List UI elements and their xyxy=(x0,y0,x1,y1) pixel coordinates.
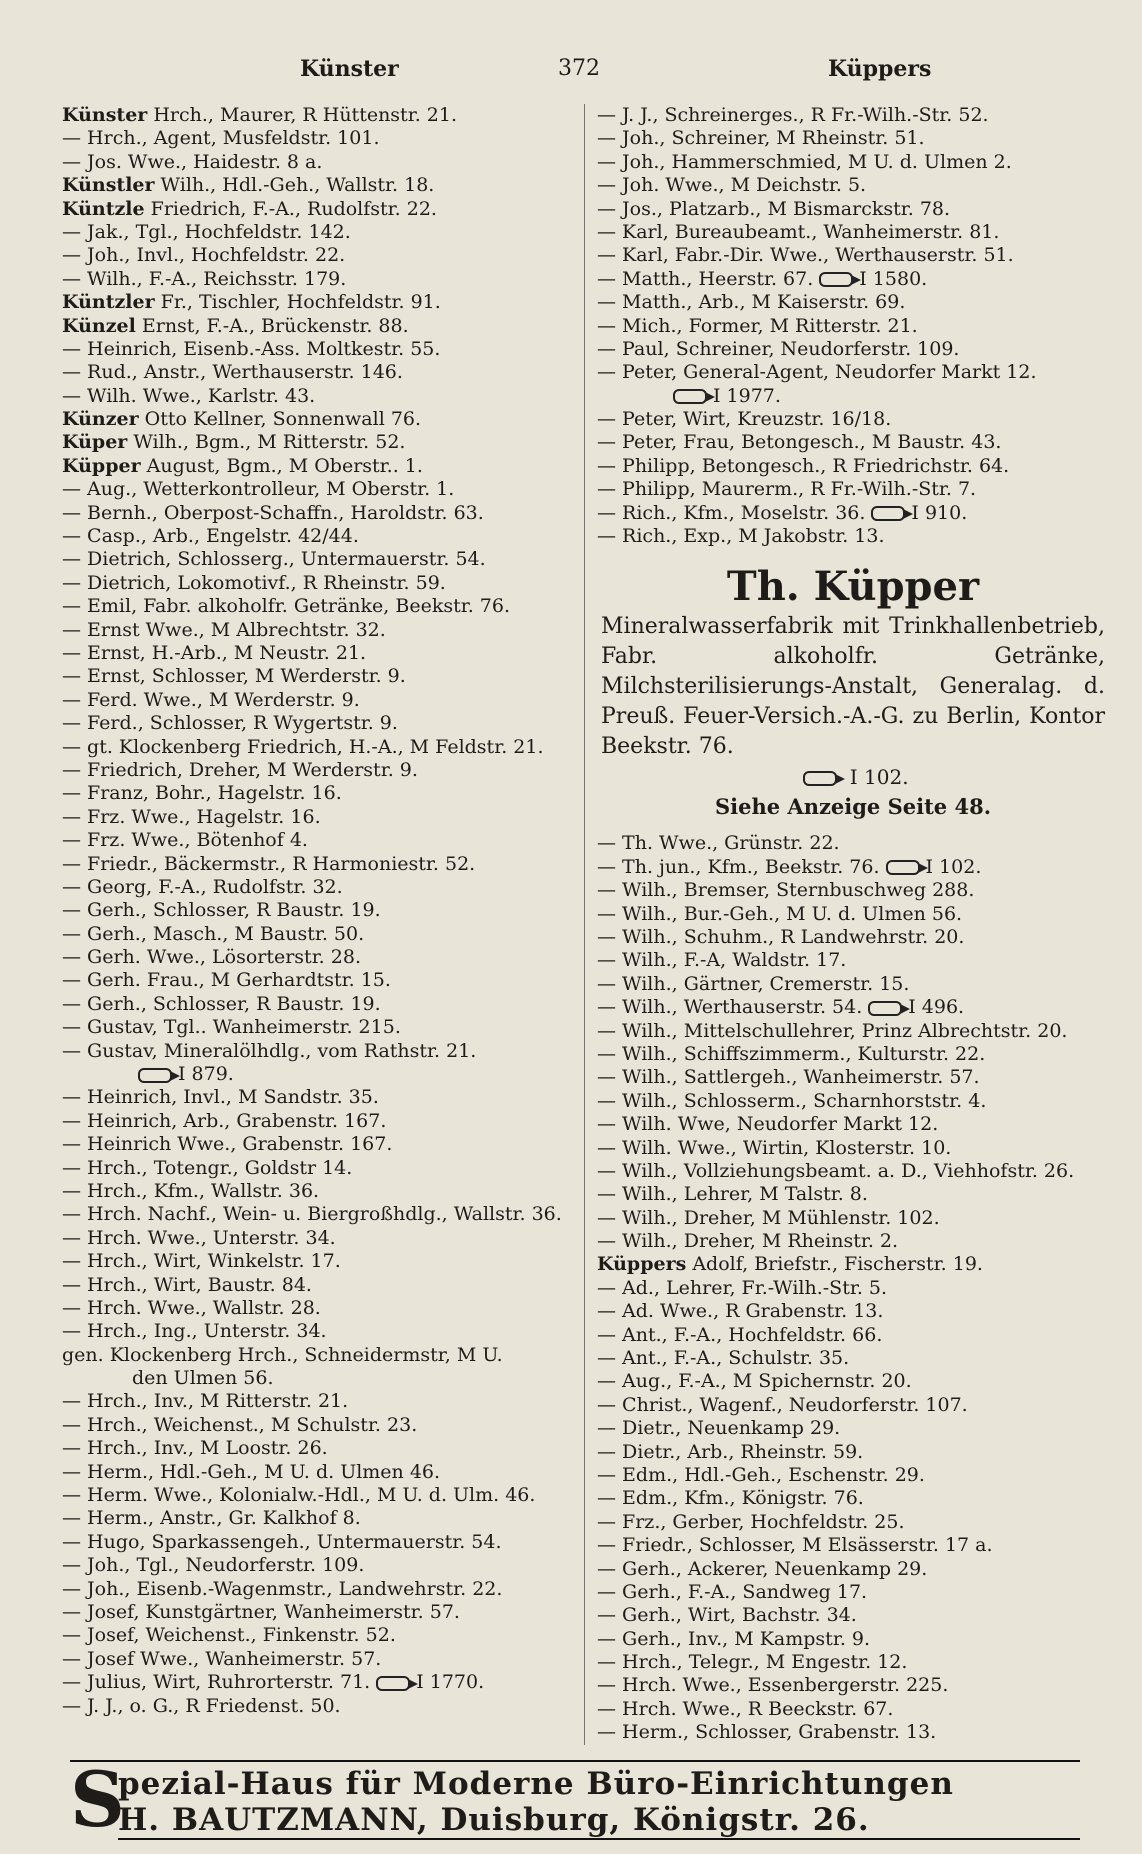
entry-text: — Gerh., F.-A., Sandweg 17. xyxy=(597,1580,868,1603)
directory-entry xyxy=(62,127,572,150)
directory-entry xyxy=(62,502,572,525)
directory-entry xyxy=(62,151,572,174)
entry-surname: Küppers xyxy=(597,1253,687,1276)
directory-entry xyxy=(62,1040,572,1063)
directory-entry xyxy=(597,996,1109,1019)
directory-entry xyxy=(62,1320,572,1343)
entry-text: den Ulmen 56. xyxy=(132,1367,274,1390)
entry-text: — Georg, F.-A., Rudolfstr. 32. xyxy=(62,875,343,898)
entry-text: — Aug., F.-A., M Spichernstr. 20. xyxy=(597,1370,912,1393)
directory-entry xyxy=(597,502,1109,525)
directory-entry xyxy=(62,619,572,642)
directory-entry xyxy=(62,806,572,829)
entry-text: — Hrch. Wwe., R Beeckstr. 67. xyxy=(597,1697,894,1720)
entry-text: — Ernst, Schlosser, M Werderstr. 9. xyxy=(62,665,406,688)
entry-text: — Rich., Exp., M Jakobstr. 13. xyxy=(597,525,885,548)
telephone-icon xyxy=(673,389,707,404)
entry-text: — Dietrich, Schlosserg., Untermauerstr. 54. xyxy=(62,548,486,571)
entry-text: — Wilh., F.-A., Reichsstr. 179. xyxy=(62,267,347,290)
entry-text: — Th. jun., Kfm., Beekstr. 76. xyxy=(597,855,880,878)
entry-text: — Franz, Bohr., Hagelstr. 16. xyxy=(62,782,342,805)
entry-text: — Joh. Wwe., M Deichstr. 5. xyxy=(597,174,867,197)
entry-text: Adolf, Briefstr., Fischerstr. 19. xyxy=(686,1253,983,1276)
directory-entry xyxy=(62,1063,572,1086)
entry-text: — Ferd., Schlosser, R Wygertstr. 9. xyxy=(62,712,398,735)
directory-entry xyxy=(597,1066,1109,1089)
ad-phone xyxy=(597,762,1109,792)
directory-entry xyxy=(62,1484,572,1507)
entry-text: — Matth., Arb., M Kaiserstr. 69. xyxy=(597,291,906,314)
directory-entry xyxy=(597,151,1109,174)
entry-phone-number: I 496. xyxy=(908,996,965,1019)
entry-text: — Wilh., Vollziehungsbeamt. a. D., Viehhofstr. 26. xyxy=(597,1159,1075,1182)
entry-surname: Künzer xyxy=(62,408,139,431)
directory-entry xyxy=(597,1370,1109,1393)
directory-entry xyxy=(62,1274,572,1297)
entry-text: Wilh., Bgm., M Ritterstr. 52. xyxy=(127,431,406,454)
entry-text: — Hrch., Totengr., Goldstr 14. xyxy=(62,1156,353,1179)
entry-text: — Wilh., Bremser, Sternbuschweg 288. xyxy=(597,879,975,902)
header-right-keyword: Küppers xyxy=(828,56,932,82)
directory-entry xyxy=(597,1394,1109,1417)
entry-text: — Heinrich Wwe., Grabenstr. 167. xyxy=(62,1133,393,1156)
entry-surname: Künstler xyxy=(62,174,155,197)
entry-text: — Joh., Tgl., Neudorferstr. 109. xyxy=(62,1554,365,1577)
entry-surname: Künster xyxy=(62,104,148,126)
directory-entry xyxy=(597,221,1109,244)
directory-entry xyxy=(597,525,1109,548)
entry-text: — gt. Klockenberg Friedrich, H.-A., M Feldstr. 21. xyxy=(62,735,544,758)
directory-entry xyxy=(597,1207,1109,1230)
entry-text: Fr., Tischler, Hochfeldstr. 91. xyxy=(154,291,441,314)
entry-text: Hrch., Maurer, R Hüttenstr. 21. xyxy=(147,104,457,126)
entry-text: — Josef Wwe., Wanheimerstr. 57. xyxy=(62,1647,382,1670)
footer-initial-capital: S xyxy=(70,1755,125,1844)
directory-entry xyxy=(62,876,572,899)
directory-entry xyxy=(62,572,572,595)
entry-text: — Philipp, Betongesch., R Friedrichstr. 64. xyxy=(597,454,1010,477)
entry-text: — Herm., Schlosser, Grabenstr. 13. xyxy=(597,1721,937,1744)
directory-entry xyxy=(62,361,572,384)
directory-entry xyxy=(62,946,572,969)
directory-entry xyxy=(597,338,1109,361)
entry-text: — Heinrich, Eisenb.-Ass. Moltkestr. 55. xyxy=(62,337,441,360)
directory-entry xyxy=(62,478,572,501)
telephone-icon xyxy=(376,1676,410,1691)
header-left-keyword: Künster xyxy=(300,56,399,82)
entry-text: — Paul, Schreiner, Neudorferstr. 109. xyxy=(597,337,960,360)
directory-entry xyxy=(62,829,572,852)
entry-text: — Wilh., Lehrer, M Talstr. 8. xyxy=(597,1183,868,1206)
directory-entry xyxy=(62,291,572,314)
directory-entry xyxy=(62,1086,572,1109)
advertisement-th-kuepper xyxy=(597,562,1109,822)
directory-entry xyxy=(62,1344,572,1367)
directory-entry xyxy=(62,338,572,361)
directory-entry xyxy=(62,1437,572,1460)
directory-entry xyxy=(597,926,1109,949)
directory-entry xyxy=(597,949,1109,972)
directory-entry xyxy=(62,782,572,805)
entry-text: Ernst, F.-A., Brückenstr. 88. xyxy=(135,314,409,337)
entry-surname: Küpper xyxy=(62,454,141,477)
entry-text: — Emil, Fabr. alkoholfr. Getränke, Beekstr. 76. xyxy=(62,595,511,618)
directory-entry xyxy=(62,1157,572,1180)
entry-text: — Hugo, Sparkassengeh., Untermauerstr. 54. xyxy=(62,1530,502,1553)
directory-entry xyxy=(62,1554,572,1577)
entry-text: — Frz. Wwe., Hagelstr. 16. xyxy=(62,805,321,828)
ad-reference: Siehe Anzeige Seite 48. xyxy=(714,794,992,820)
directory-entry xyxy=(597,879,1109,902)
right-column-bottom-entries xyxy=(597,832,1109,1744)
directory-entry xyxy=(597,1277,1109,1300)
entry-text: — Ernst Wwe., M Albrechtstr. 32. xyxy=(62,618,386,641)
directory-entry xyxy=(62,642,572,665)
entry-text: — Karl, Bureaubeamt., Wanheimerstr. 81. xyxy=(597,220,1000,243)
entry-text: — J. J., o. G., R Friedenst. 50. xyxy=(62,1694,341,1717)
ad-phone-number: I 102. xyxy=(849,765,909,790)
entry-text: — Karl, Fabr.-Dir. Wwe., Werthauserstr. 51. xyxy=(597,244,1014,267)
directory-entry xyxy=(597,1628,1109,1651)
entry-text: — Joh., Schreiner, M Rheinstr. 51. xyxy=(597,127,925,150)
entry-phone-number: I 1580. xyxy=(859,267,928,290)
entry-text: — Wilh. Wwe, Neudorfer Markt 12. xyxy=(597,1113,939,1136)
entry-text: — Hrch., Wirt, Winkelstr. 17. xyxy=(62,1250,341,1273)
entry-text: — Peter, Wirt, Kreuzstr. 16/18. xyxy=(597,408,892,431)
right-column-top-entries xyxy=(597,104,1109,548)
directory-entry xyxy=(597,361,1109,384)
entry-text: — Wilh., Mittelschullehrer, Prinz Albrechtstr. 20. xyxy=(597,1019,1068,1042)
telephone-icon xyxy=(819,272,853,287)
directory-entry xyxy=(62,268,572,291)
entry-text: — Philipp, Maurerm., R Fr.-Wilh.-Str. 7. xyxy=(597,478,977,501)
entry-text: — Aug., Wetterkontrolleur, M Oberstr. 1. xyxy=(62,478,455,501)
directory-entry xyxy=(597,1417,1109,1440)
entry-text: — Hrch., Inv., M Loostr. 26. xyxy=(62,1437,328,1460)
directory-entry xyxy=(62,1461,572,1484)
directory-entry xyxy=(62,1507,572,1530)
entry-text: Otto Kellner, Sonnenwall 76. xyxy=(138,408,422,431)
directory-entry xyxy=(597,174,1109,197)
directory-entry xyxy=(62,1578,572,1601)
directory-entry xyxy=(597,1113,1109,1136)
entry-surname: Künzel xyxy=(62,314,136,337)
directory-entry xyxy=(597,1300,1109,1323)
directory-entry xyxy=(62,1297,572,1320)
directory-entry xyxy=(62,408,572,431)
directory-entry xyxy=(597,478,1109,501)
directory-entry xyxy=(62,969,572,992)
directory-entry xyxy=(62,198,572,221)
entry-text: — Ant., F.-A., Schulstr. 35. xyxy=(597,1347,850,1370)
directory-entry xyxy=(62,595,572,618)
entry-text: — Frz., Gerber, Hochfeldstr. 25. xyxy=(597,1510,905,1533)
directory-entry xyxy=(597,1137,1109,1160)
entry-text: — Gerh. Frau., M Gerhardtstr. 15. xyxy=(62,969,391,992)
directory-entry xyxy=(62,1648,572,1671)
entry-phone-number: I 102. xyxy=(925,855,982,878)
entry-text: Wilh., Hdl.-Geh., Wallstr. 18. xyxy=(154,174,435,197)
entry-surname: Küntzler xyxy=(62,291,155,314)
directory-entry xyxy=(62,665,572,688)
directory-entry xyxy=(597,1487,1109,1510)
footer-advertisement xyxy=(70,1755,1080,1844)
entry-text: — Gerh., Wirt, Bachstr. 34. xyxy=(597,1604,857,1627)
entry-text: — Dietrich, Lokomotivf., R Rheinstr. 59. xyxy=(62,571,446,594)
entry-text: — Friedr., Bäckermstr., R Harmoniestr. 52. xyxy=(62,852,476,875)
directory-entry xyxy=(597,198,1109,221)
directory-entry xyxy=(62,1390,572,1413)
ad-body: Mineralwasserfabrik mit Trinkhallenbetrieb, Fabr. alkoholfr. Getränke, Milchsterilisierungs-Anstalt, Generalag. d. Preuß. Feuer-Versich.-A.-G. zu Berlin, Kontor Beekstr. 76. xyxy=(601,614,1105,760)
entry-text: — Gerh., Schlosser, R Baustr. 19. xyxy=(62,992,381,1015)
directory-entry xyxy=(62,1367,572,1390)
entry-text: — Hrch., Agent, Musfeldstr. 101. xyxy=(62,127,380,150)
entry-text: — Wilh., Gärtner, Cremerstr. 15. xyxy=(597,972,910,995)
directory-entry xyxy=(62,1180,572,1203)
entry-text: — Heinrich, Invl., M Sandstr. 35. xyxy=(62,1086,379,1109)
entry-text: gen. Klockenberg Hrch., Schneidermstr, M U. xyxy=(62,1343,503,1366)
entry-text: — Wilh., Bur.-Geh., M U. d. Ulmen 56. xyxy=(597,902,963,925)
directory-entry xyxy=(62,1531,572,1554)
entry-text: — Gerh., Inv., M Kampstr. 9. xyxy=(597,1627,871,1650)
directory-entry xyxy=(597,856,1109,879)
entry-text: — Gerh. Wwe., Lösorterstr. 28. xyxy=(62,946,361,969)
directory-entry xyxy=(62,1624,572,1647)
entry-text: — Friedr., Schlosser, M Elsässerstr. 17 a. xyxy=(597,1534,993,1557)
entry-text: — Hrch., Telegr., M Engestr. 12. xyxy=(597,1651,908,1674)
telephone-icon xyxy=(886,860,920,875)
entry-text: — Wilh., F.-A, Waldstr. 17. xyxy=(597,949,847,972)
entry-text: — Rud., Anstr., Werthauserstr. 146. xyxy=(62,361,403,384)
footer-line-1: pezial-Haus für Moderne Büro-Einrichtungen xyxy=(118,1766,954,1802)
entry-text: — Wilh. Wwe., Karlstr. 43. xyxy=(62,384,316,407)
entry-text: Friedrich, F.-A., Rudolfstr. 22. xyxy=(144,197,437,220)
directory-entry xyxy=(597,1464,1109,1487)
entry-text: — Gerh., Ackerer, Neuenkamp 29. xyxy=(597,1557,928,1580)
directory-entry xyxy=(62,455,572,478)
entry-text: — Heinrich, Arb., Grabenstr. 167. xyxy=(62,1109,387,1132)
entry-text: — Dietr., Neuenkamp 29. xyxy=(597,1417,841,1440)
entry-text: — Edm., Kfm., Königstr. 76. xyxy=(597,1487,864,1510)
entry-text: — Jos. Wwe., Haidestr. 8 a. xyxy=(62,150,323,173)
directory-entry xyxy=(62,712,572,735)
entry-text: — Gustav, Mineralölhdlg., vom Rathstr. 21. xyxy=(62,1039,477,1062)
directory-entry xyxy=(62,923,572,946)
directory-entry xyxy=(62,759,572,782)
directory-entry xyxy=(597,903,1109,926)
telephone-icon xyxy=(803,771,837,786)
entry-text: — Wilh., Schiffszimmerm., Kulturstr. 22. xyxy=(597,1042,986,1065)
entry-text: — Rich., Kfm., Moselstr. 36. xyxy=(597,501,866,524)
directory-entry xyxy=(597,1090,1109,1113)
entry-text: — Wilh., Werthauserstr. 54. xyxy=(597,996,863,1019)
directory-entry xyxy=(597,315,1109,338)
directory-entry xyxy=(597,385,1109,408)
entry-text: — Josef, Kunstgärtner, Wanheimerstr. 57. xyxy=(62,1601,460,1623)
entry-text: — Jos., Platzarb., M Bismarckstr. 78. xyxy=(597,197,951,220)
entry-text: — Dietr., Arb., Rheinstr. 59. xyxy=(597,1440,864,1463)
entry-text: — Peter, General-Agent, Neudorfer Markt 12. xyxy=(597,361,1037,384)
directory-entry xyxy=(62,385,572,408)
entry-text: — Herm., Hdl.-Geh., M U. d. Ulmen 46. xyxy=(62,1460,441,1483)
entry-text: — Gustav, Tgl.. Wanheimerstr. 215. xyxy=(62,1016,401,1039)
directory-entry xyxy=(62,1671,572,1694)
entry-text: — Ferd. Wwe., M Werderstr. 9. xyxy=(62,688,360,711)
directory-entry xyxy=(62,1016,572,1039)
directory-entry xyxy=(597,1020,1109,1043)
directory-entry xyxy=(597,408,1109,431)
directory-entry xyxy=(597,244,1109,267)
directory-entry xyxy=(62,689,572,712)
entry-surname: Küntzle xyxy=(62,197,145,220)
entry-text: — Mich., Former, M Ritterstr. 21. xyxy=(597,314,918,337)
entry-text: — Peter, Frau, Betongesch., M Baustr. 43. xyxy=(597,431,1002,454)
directory-entry xyxy=(62,1414,572,1437)
telephone-icon xyxy=(138,1068,172,1083)
entry-text: — Hrch., Kfm., Wallstr. 36. xyxy=(62,1179,320,1202)
entry-text: — Hrch. Wwe., Essenbergerstr. 225. xyxy=(597,1674,949,1697)
entry-surname: Küper xyxy=(62,431,128,454)
entry-text: — Ad., Lehrer, Fr.-Wilh.-Str. 5. xyxy=(597,1276,888,1299)
entry-text: — Friedrich, Dreher, M Werderstr. 9. xyxy=(62,758,418,781)
directory-entry xyxy=(597,1183,1109,1206)
entry-text: — Joh., Hammerschmied, M U. d. Ulmen 2. xyxy=(597,150,1012,173)
page-header xyxy=(0,56,1142,92)
entry-text: — Jak., Tgl., Hochfeldstr. 142. xyxy=(62,220,351,243)
directory-entry xyxy=(62,993,572,1016)
directory-entry xyxy=(62,899,572,922)
entry-text: — Wilh. Wwe., Wirtin, Klosterstr. 10. xyxy=(597,1136,952,1159)
directory-entry xyxy=(597,1558,1109,1581)
directory-entry xyxy=(597,127,1109,150)
directory-entry xyxy=(62,1133,572,1156)
directory-entry xyxy=(62,1227,572,1250)
directory-entry xyxy=(597,1534,1109,1557)
directory-entry xyxy=(597,1347,1109,1370)
directory-entry xyxy=(62,1110,572,1133)
directory-entry xyxy=(62,244,572,267)
entry-text: — Hrch., Wirt, Baustr. 84. xyxy=(62,1273,312,1296)
left-column xyxy=(62,104,572,1718)
entry-text: — Josef, Weichenst., Finkenstr. 52. xyxy=(62,1624,396,1647)
directory-entry xyxy=(597,1043,1109,1066)
directory-entry xyxy=(597,1324,1109,1347)
entry-text: — Wilh., Sattlergeh., Wanheimerstr. 57. xyxy=(597,1066,980,1089)
entry-text: — Hrch. Nachf., Wein- u. Biergroßhdlg., Wallstr. 36. xyxy=(62,1203,562,1226)
page-number: 372 xyxy=(558,56,600,81)
directory-entry xyxy=(597,1253,1109,1276)
directory-entry xyxy=(597,1698,1109,1721)
entry-text: — Hrch., Inv., M Ritterstr. 21. xyxy=(62,1390,349,1413)
footer-line-2: H. BAUTZMANN, Duisburg, Königstr. 26. xyxy=(118,1802,1080,1840)
entry-text: August, Bgm., M Oberstr.. 1. xyxy=(140,454,423,477)
directory-entry xyxy=(597,1604,1109,1627)
ad-title: Th. Küpper xyxy=(726,563,980,611)
directory-entry xyxy=(62,174,572,197)
directory-entry xyxy=(597,104,1109,127)
entry-text: — Hrch. Wwe., Unterstr. 34. xyxy=(62,1226,336,1249)
entry-phone-number: I 1977. xyxy=(713,384,781,407)
entry-text: — Edm., Hdl.-Geh., Eschenstr. 29. xyxy=(597,1463,925,1486)
entry-text: — Hrch., Weichenst., M Schulstr. 23. xyxy=(62,1413,418,1436)
entry-text: — Christ., Wagenf., Neudorferstr. 107. xyxy=(597,1393,968,1416)
directory-entry xyxy=(62,104,572,127)
directory-entry xyxy=(597,973,1109,996)
directory-entry xyxy=(597,268,1109,291)
directory-entry xyxy=(62,736,572,759)
directory-entry xyxy=(62,315,572,338)
directory-entry xyxy=(62,1250,572,1273)
entry-text: — Herm. Wwe., Kolonialw.-Hdl., M U. d. Ulm. 46. xyxy=(62,1484,536,1507)
directory-entry xyxy=(597,1511,1109,1534)
entry-text: — Wilh., Schlosserm., Scharnhorststr. 4. xyxy=(597,1089,987,1112)
directory-entry xyxy=(62,853,572,876)
directory-entry xyxy=(597,1581,1109,1604)
entry-phone-number: I 1770. xyxy=(416,1671,485,1694)
entry-text: — Wilh., Schuhm., R Landwehrstr. 20. xyxy=(597,925,965,948)
entry-phone-number: I 910. xyxy=(911,501,968,524)
entry-text: — Hrch. Wwe., Wallstr. 28. xyxy=(62,1296,321,1319)
directory-entry xyxy=(597,291,1109,314)
entry-text: — Joh., Invl., Hochfeldstr. 22. xyxy=(62,244,346,267)
directory-entry xyxy=(597,1674,1109,1697)
directory-entry xyxy=(597,1230,1109,1253)
entry-text: — Hrch., Ing., Unterstr. 34. xyxy=(62,1320,327,1343)
entry-text: — Th. Wwe., Grünstr. 22. xyxy=(597,832,840,855)
directory-entry xyxy=(597,1721,1109,1744)
directory-entry xyxy=(597,832,1109,855)
directory-entry xyxy=(62,431,572,454)
directory-entry xyxy=(62,1203,572,1226)
entry-text: — Bernh., Oberpost-Schaffn., Haroldstr. 63. xyxy=(62,501,484,524)
entry-text: — Ernst, H.-Arb., M Neustr. 21. xyxy=(62,641,367,664)
telephone-icon xyxy=(871,506,905,521)
entry-text: — Casp., Arb., Engelstr. 42/44. xyxy=(62,525,359,548)
directory-entry xyxy=(597,455,1109,478)
entry-text: — Herm., Anstr., Gr. Kalkhof 8. xyxy=(62,1507,361,1530)
directory-entry xyxy=(597,1441,1109,1464)
right-column xyxy=(584,104,1109,1745)
entry-text: — Wilh., Dreher, M Rheinstr. 2. xyxy=(597,1230,899,1253)
directory-entry xyxy=(62,1601,572,1624)
directory-entry xyxy=(597,1651,1109,1674)
entry-text: — Wilh., Dreher, M Mühlenstr. 102. xyxy=(597,1206,940,1229)
directory-entry xyxy=(62,548,572,571)
directory-entry xyxy=(597,1160,1109,1183)
entry-text: — Ad. Wwe., R Grabenstr. 13. xyxy=(597,1300,884,1323)
entry-text: — Frz. Wwe., Bötenhof 4. xyxy=(62,829,308,852)
entry-text: — Ant., F.-A., Hochfeldstr. 66. xyxy=(597,1323,883,1346)
telephone-icon xyxy=(868,1001,902,1016)
entry-text: — Julius, Wirt, Ruhrorterstr. 71. xyxy=(62,1671,371,1694)
entry-text: — Gerh., Schlosser, R Baustr. 19. xyxy=(62,899,381,922)
directory-entry xyxy=(62,221,572,244)
entry-text: — Gerh., Masch., M Baustr. 50. xyxy=(62,922,365,945)
entry-phone-number: I 879. xyxy=(178,1063,234,1086)
directory-entry xyxy=(62,1695,572,1718)
directory-entry xyxy=(62,525,572,548)
entry-text: — Matth., Heerstr. 67. xyxy=(597,267,814,290)
directory-entry xyxy=(597,431,1109,454)
entry-text: — Joh., Eisenb.-Wagenmstr., Landwehrstr. 22. xyxy=(62,1577,503,1600)
entry-text: — J. J., Schreinerges., R Fr.-Wilh.-Str. 52. xyxy=(597,104,989,126)
